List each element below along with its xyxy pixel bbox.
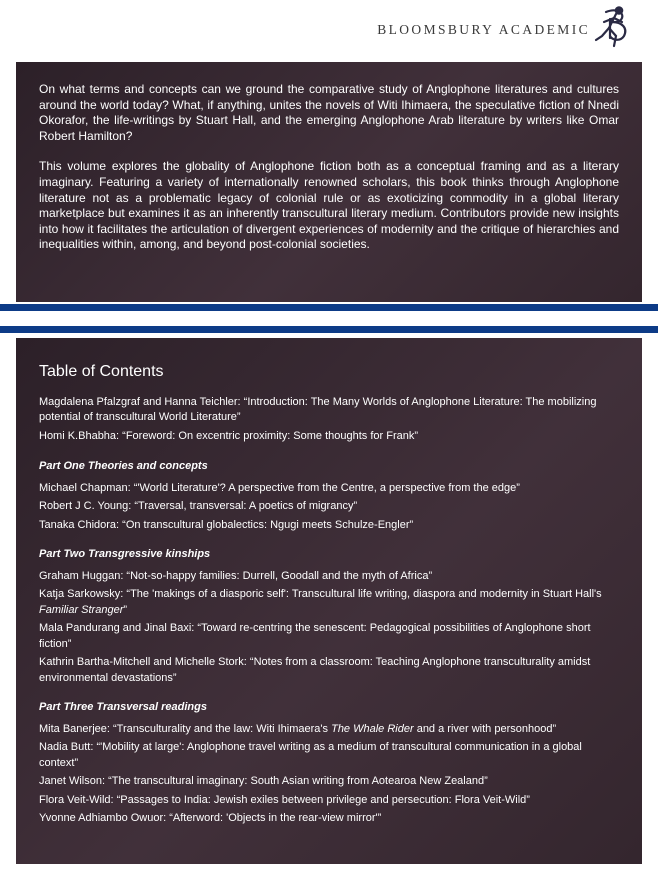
part-three-heading: Part Three Transversal readings: [39, 701, 207, 713]
description-text: [39, 82, 619, 268]
toc-entry-banerjee: [39, 722, 624, 738]
divider-rule-bottom: [0, 326, 658, 333]
toc-entry: Nadia Butt: “'Mobility at large': Anglophone travel writing as a medium of transcultural communication in a global context”: [39, 741, 582, 769]
publisher-name: BLOOMSBURY ACADEMIC: [377, 22, 590, 37]
toc-entry: Graham Huggan: “Not-so-happy families: Durrell, Goodall and the myth of Africa”: [39, 569, 433, 582]
part-one-heading: Part One Theories and concepts: [39, 460, 208, 472]
toc-entry: Robert J C. Young: “Traversal, transversal: A poetics of migrancy”: [39, 500, 358, 512]
toc-entry: Homi K.Bhabha: “Foreword: On excentric proximity: Some thoughts for Frank”: [39, 429, 419, 442]
description-paragraph-2: This volume explores the globality of Anglophone fiction both as a conceptual framing and as a literary imaginary. Featuring a variety of internationally renowned scholars, this book thinks through Anglophone literature not as a problematic legacy of colonial rule or as exoticizing commodity in a global literary marketplace but examines it as an inherently transcultural literary medium. Contributors provide new insights into how it facilitates the articulation of divergent experiences of modernity and the critique of hierarchies and inequalities within, among, and beyond post-colonial societies.: [39, 159, 619, 252]
toc-entry: Magdalena Pfalzgraf and Hanna Teichler: “Introduction: The Many Worlds of Anglophone Literature: The mobilizing potential of transcultural World Literature”: [39, 395, 597, 423]
description-panel: [16, 62, 642, 302]
entry-text: ”: [123, 603, 128, 616]
divider-rule-top: [0, 304, 658, 311]
toc-entry-sarkowsky: [39, 587, 624, 618]
toc-entry: Kathrin Bartha-Mitchell and Michelle Stork: “Notes from a classroom: Teaching Anglophone transculturality amidst environmental devastations”: [39, 656, 591, 684]
toc-heading: Table of Contents: [39, 363, 164, 380]
toc-entry: Tanaka Chidora: “On transcultural globalectics: Ngugi meets Schulze-Engler”: [39, 518, 414, 531]
toc-entry: Flora Veit-Wild: “Passages to India: Jewish exiles between privilege and persecution: Flora Veit-Wild”: [39, 793, 530, 806]
entry-text: Katja Sarkowsky: “The 'makings of a diasporic self': Transcultural life writing, diaspora and modernity in Stuart Hall's: [39, 588, 602, 600]
page-header: [0, 0, 658, 62]
description-paragraph-1: On what terms and concepts can we ground the comparative study of Anglophone literatures and cultures around the world today? What, if anything, unites the novels of Witi Ihimaera, the speculative fiction of Nnedi Okorafor, the life-writings by Stuart Hall, and the emerging Anglophone Arab literature by writers like Omar Robert Hamilton?: [39, 82, 619, 143]
entry-text: Mita Banerjee: “Transculturality and the law: Witi Ihimaera's: [39, 722, 332, 735]
toc-entry: Mala Pandurang and Jinal Baxi: “Toward re-centring the senescent: Pedagogical possibilities of Anglophone short fiction”: [39, 622, 591, 650]
book-title: Familiar Stranger: [39, 603, 124, 616]
book-title: The Whale Rider: [331, 722, 414, 735]
entry-text: and a river with personhood”: [413, 722, 557, 735]
toc-entry: Yvonne Adhiambo Owuor: “Afterword: 'Objects in the rear-view mirror'”: [39, 812, 382, 824]
part-two-heading: Part Two Transgressive kinships: [39, 548, 211, 560]
toc-entry: Janet Wilson: “The transcultural imaginary: South Asian writing from Aotearoa New Zealand”: [39, 775, 488, 787]
bloomsbury-runner-logo-icon: [592, 6, 632, 56]
toc-entry: Michael Chapman: “'World Literature'? A perspective from the Centre, a perspective from the edge”: [39, 481, 520, 494]
table-of-contents: [39, 364, 624, 830]
toc-panel: [16, 338, 642, 864]
